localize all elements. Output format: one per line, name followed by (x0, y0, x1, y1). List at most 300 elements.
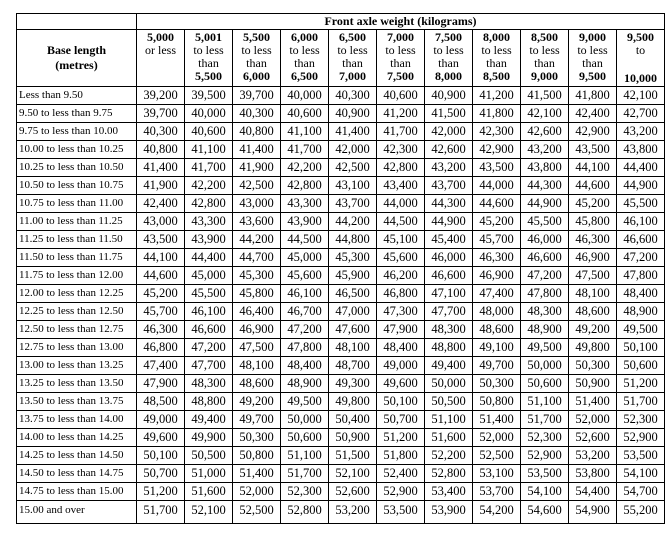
table-row (17, 357, 665, 375)
table-cell: 42,100 (617, 87, 665, 105)
table-cell: 42,000 (329, 141, 377, 159)
table-cell: 46,800 (137, 339, 185, 357)
table-cell: 44,300 (425, 195, 473, 213)
table-cell: 40,300 (233, 105, 281, 123)
table-cell: 51,400 (569, 393, 617, 411)
table-cell: 45,000 (185, 267, 233, 285)
table-cell: 44,500 (281, 231, 329, 249)
table-cell: 50,600 (281, 429, 329, 447)
table-row (17, 303, 665, 321)
table-cell: 49,600 (137, 429, 185, 447)
table-cell: 53,800 (569, 465, 617, 483)
table-cell: 44,600 (473, 195, 521, 213)
table-cell: 53,200 (329, 501, 377, 524)
table-cell: 47,800 (281, 339, 329, 357)
table-cell: 45,600 (377, 249, 425, 267)
table-cell: 41,400 (233, 141, 281, 159)
table-cell: 50,000 (281, 411, 329, 429)
table-cell: 45,300 (233, 267, 281, 285)
table-row (17, 177, 665, 195)
table-cell: 45,000 (281, 249, 329, 267)
column-header-line: 6,000 (291, 30, 318, 44)
table-row (17, 105, 665, 123)
row-label: 12.75 to less than 13.00 (17, 339, 137, 357)
table-cell: 50,900 (569, 375, 617, 393)
table-cell: 50,600 (521, 375, 569, 393)
table-cell: 48,600 (569, 303, 617, 321)
table-cell: 44,200 (329, 213, 377, 231)
column-header (473, 30, 521, 87)
column-header-line: 9,000 (579, 30, 606, 44)
table-cell: 47,300 (377, 303, 425, 321)
column-header-line: than (390, 56, 411, 70)
table-cell: 46,600 (425, 267, 473, 285)
table-cell: 50,300 (233, 429, 281, 447)
table-cell: 53,700 (473, 483, 521, 501)
row-label: 13.25 to less than 13.50 (17, 375, 137, 393)
table-cell: 52,000 (233, 483, 281, 501)
table-cell: 41,500 (425, 105, 473, 123)
column-header-line: 10,000 (624, 71, 657, 85)
table-cell: 51,200 (137, 483, 185, 501)
table-cell: 50,000 (425, 375, 473, 393)
table-cell: 47,600 (329, 321, 377, 339)
table-row (17, 501, 665, 524)
table-row (17, 213, 665, 231)
table-cell: 52,000 (569, 411, 617, 429)
table-cell: 47,200 (521, 267, 569, 285)
table-cell: 40,600 (281, 105, 329, 123)
table-cell: 54,200 (473, 501, 521, 524)
column-header-line: than (294, 56, 315, 70)
column-header (377, 30, 425, 87)
table-row (17, 483, 665, 501)
table-cell: 41,800 (569, 87, 617, 105)
table-cell: 41,900 (233, 159, 281, 177)
base-length-header-line-2: (metres) (55, 58, 98, 72)
table-row (17, 411, 665, 429)
table-cell: 44,000 (377, 195, 425, 213)
table-cell: 51,000 (185, 465, 233, 483)
table-cell: 47,200 (185, 339, 233, 357)
table-cell: 54,100 (521, 483, 569, 501)
table-cell: 48,300 (521, 303, 569, 321)
table-cell: 50,300 (473, 375, 521, 393)
table-cell: 44,600 (569, 177, 617, 195)
table-cell: 43,900 (185, 231, 233, 249)
table-cell: 40,300 (137, 123, 185, 141)
table-row (17, 339, 665, 357)
table-cell: 49,100 (473, 339, 521, 357)
table-cell: 40,900 (329, 105, 377, 123)
table-cell: 48,400 (281, 357, 329, 375)
table-cell: 42,800 (281, 177, 329, 195)
column-header-line: 9,500 (579, 69, 606, 83)
table-cell: 49,600 (377, 375, 425, 393)
column-header-line: than (486, 56, 507, 70)
column-header-line: than (342, 56, 363, 70)
table-cell: 43,000 (137, 213, 185, 231)
column-header-line: to less (433, 43, 464, 57)
column-header (569, 30, 617, 87)
table-cell: 54,600 (521, 501, 569, 524)
row-label: Less than 9.50 (17, 87, 137, 105)
column-header-line: to less (577, 43, 608, 57)
table-cell: 53,500 (521, 465, 569, 483)
table-cell: 54,400 (569, 483, 617, 501)
table-cell: 46,000 (425, 249, 473, 267)
table-cell: 50,800 (473, 393, 521, 411)
table-cell: 42,500 (329, 159, 377, 177)
table-cell: 48,100 (569, 285, 617, 303)
table-cell: 52,500 (473, 447, 521, 465)
table-cell: 49,200 (569, 321, 617, 339)
row-label: 10.25 to less than 10.50 (17, 159, 137, 177)
table-cell: 45,600 (281, 267, 329, 285)
column-header-line: or less (145, 43, 176, 57)
table-cell: 39,200 (137, 87, 185, 105)
table-cell: 48,000 (473, 303, 521, 321)
table-cell: 46,600 (185, 321, 233, 339)
table-cell: 39,700 (137, 105, 185, 123)
row-label: 13.00 to less than 13.25 (17, 357, 137, 375)
table-cell: 46,600 (617, 231, 665, 249)
table-cell: 42,900 (569, 123, 617, 141)
table-cell: 49,300 (329, 375, 377, 393)
row-label: 11.75 to less than 12.00 (17, 267, 137, 285)
table-cell: 41,700 (185, 159, 233, 177)
row-label: 11.50 to less than 11.75 (17, 249, 137, 267)
table-cell: 50,800 (233, 447, 281, 465)
table-cell: 44,500 (377, 213, 425, 231)
table-cell: 52,900 (377, 483, 425, 501)
row-label: 9.50 to less than 9.75 (17, 105, 137, 123)
table-cell: 49,700 (233, 411, 281, 429)
table-cell: 39,700 (233, 87, 281, 105)
table-row (17, 87, 665, 105)
table-row (17, 429, 665, 447)
table-cell: 48,400 (617, 285, 665, 303)
table-cell: 43,700 (425, 177, 473, 195)
table-cell: 51,200 (617, 375, 665, 393)
weight-table (16, 13, 665, 524)
column-header-line: than (582, 56, 603, 70)
table-cell: 43,200 (521, 141, 569, 159)
column-header-line: 5,500 (195, 69, 222, 83)
column-header-line: to less (529, 43, 560, 57)
table-cell: 45,900 (329, 267, 377, 285)
table-cell: 50,000 (521, 357, 569, 375)
column-header-line: 8,500 (483, 69, 510, 83)
table-cell: 41,900 (137, 177, 185, 195)
table-cell: 43,300 (281, 195, 329, 213)
table-cell: 44,000 (473, 177, 521, 195)
table-cell: 47,900 (137, 375, 185, 393)
table-cell: 50,500 (185, 447, 233, 465)
table-cell: 45,500 (185, 285, 233, 303)
table-cell: 50,100 (377, 393, 425, 411)
table-cell: 43,900 (281, 213, 329, 231)
table-cell: 47,500 (233, 339, 281, 357)
column-header-line: 7,000 (339, 69, 366, 83)
column-header-line (617, 57, 664, 70)
table-cell: 52,100 (329, 465, 377, 483)
table-cell: 43,400 (377, 177, 425, 195)
table-cell: 51,600 (425, 429, 473, 447)
table-cell: 48,300 (425, 321, 473, 339)
table-cell: 47,500 (569, 267, 617, 285)
table-cell: 43,600 (233, 213, 281, 231)
table-cell: 43,200 (425, 159, 473, 177)
table-cell: 50,100 (137, 447, 185, 465)
table-cell: 45,700 (137, 303, 185, 321)
table-cell: 45,300 (329, 249, 377, 267)
row-label: 12.00 to less than 12.25 (17, 285, 137, 303)
table-cell: 44,900 (425, 213, 473, 231)
table-cell: 43,000 (233, 195, 281, 213)
table-cell: 47,200 (617, 249, 665, 267)
table-cell: 48,900 (617, 303, 665, 321)
table-cell: 49,500 (617, 321, 665, 339)
table-cell: 51,500 (329, 447, 377, 465)
table-cell: 40,900 (425, 87, 473, 105)
table-cell: 45,200 (473, 213, 521, 231)
table-cell: 54,900 (569, 501, 617, 524)
table-row (17, 267, 665, 285)
table-cell: 49,000 (377, 357, 425, 375)
table-cell: 51,100 (425, 411, 473, 429)
table-row (17, 249, 665, 267)
row-label: 12.50 to less than 12.75 (17, 321, 137, 339)
column-header-line: 8,500 (531, 30, 558, 44)
table-cell: 44,400 (185, 249, 233, 267)
table-cell: 49,400 (185, 411, 233, 429)
table-cell: 48,600 (233, 375, 281, 393)
table-cell: 52,900 (617, 429, 665, 447)
row-label: 14.75 to less than 15.00 (17, 483, 137, 501)
row-label: 13.50 to less than 13.75 (17, 393, 137, 411)
table-cell: 42,800 (185, 195, 233, 213)
table-cell: 42,900 (473, 141, 521, 159)
table-cell: 43,800 (617, 141, 665, 159)
row-label: 13.75 to less than 14.00 (17, 411, 137, 429)
table-cell: 46,900 (569, 249, 617, 267)
table-cell: 49,000 (137, 411, 185, 429)
table-cell: 43,200 (617, 123, 665, 141)
column-header-line: 8,000 (483, 30, 510, 44)
table-cell: 47,800 (521, 285, 569, 303)
row-label: 14.50 to less than 14.75 (17, 465, 137, 483)
table-row (17, 321, 665, 339)
column-header-line: 9,000 (531, 69, 558, 83)
table-cell: 47,200 (281, 321, 329, 339)
table-cell: 54,100 (617, 465, 665, 483)
column-header (521, 30, 569, 87)
table-cell: 52,800 (281, 501, 329, 524)
table-cell: 53,400 (425, 483, 473, 501)
table-cell: 46,700 (281, 303, 329, 321)
table-cell: 46,900 (233, 321, 281, 339)
table-cell: 42,600 (425, 141, 473, 159)
column-header-line: to less (193, 43, 224, 57)
column-header (137, 30, 185, 87)
column-header-line: 6,000 (243, 69, 270, 83)
column-header-line: than (438, 56, 459, 70)
column-header (185, 30, 233, 87)
table-cell: 47,900 (377, 321, 425, 339)
table-cell: 46,300 (137, 321, 185, 339)
table-cell: 49,200 (233, 393, 281, 411)
table-cell: 42,100 (521, 105, 569, 123)
table-cell: 52,500 (233, 501, 281, 524)
table-cell: 44,900 (521, 195, 569, 213)
table-cell: 46,300 (569, 231, 617, 249)
table-cell: 42,400 (137, 195, 185, 213)
table-cell: 45,200 (569, 195, 617, 213)
table-cell: 47,400 (473, 285, 521, 303)
front-axle-weight-header: Front axle weight (kilograms) (137, 14, 665, 30)
table-cell: 51,100 (521, 393, 569, 411)
column-header-line: to less (337, 43, 368, 57)
table-cell: 50,100 (617, 339, 665, 357)
table-cell: 47,700 (425, 303, 473, 321)
table-cell: 46,600 (521, 249, 569, 267)
table-cell: 46,800 (377, 285, 425, 303)
table-cell: 42,000 (425, 123, 473, 141)
column-header-line: than (534, 56, 555, 70)
table-cell: 45,800 (569, 213, 617, 231)
table-cell: 45,500 (521, 213, 569, 231)
table-cell: 53,900 (425, 501, 473, 524)
table-cell: 51,200 (377, 429, 425, 447)
table-cell: 54,700 (617, 483, 665, 501)
table-row (17, 465, 665, 483)
column-header-line: 5,000 (147, 30, 174, 44)
column-header-line: 5,001 (195, 30, 222, 44)
table-cell: 42,300 (473, 123, 521, 141)
table-cell: 46,000 (521, 231, 569, 249)
column-header-line: than (246, 56, 267, 70)
table-cell: 43,500 (473, 159, 521, 177)
table-cell: 42,300 (377, 141, 425, 159)
column-header (425, 30, 473, 87)
row-label: 14.25 to less than 14.50 (17, 447, 137, 465)
table-cell: 50,600 (617, 357, 665, 375)
table-cell: 52,200 (425, 447, 473, 465)
table-cell: 52,600 (569, 429, 617, 447)
table-cell: 44,200 (233, 231, 281, 249)
table-cell: 42,200 (281, 159, 329, 177)
table-cell: 39,500 (185, 87, 233, 105)
row-label: 9.75 to less than 10.00 (17, 123, 137, 141)
table-cell: 42,600 (521, 123, 569, 141)
column-header-line: 7,500 (435, 30, 462, 44)
table-cell: 48,800 (185, 393, 233, 411)
column-header-line: 9,500 (627, 30, 654, 44)
table-cell: 51,700 (281, 465, 329, 483)
table-cell: 45,800 (233, 285, 281, 303)
base-length-header (17, 30, 137, 87)
table-row (17, 141, 665, 159)
table-cell: 40,000 (281, 87, 329, 105)
table-cell: 51,700 (521, 411, 569, 429)
column-header (617, 30, 665, 87)
table-cell: 40,000 (185, 105, 233, 123)
table-row (17, 285, 665, 303)
table-cell: 48,700 (329, 357, 377, 375)
table-cell: 41,100 (185, 141, 233, 159)
table-row (17, 393, 665, 411)
table-cell: 53,100 (473, 465, 521, 483)
table-cell: 41,700 (377, 123, 425, 141)
table-cell: 44,100 (569, 159, 617, 177)
table-cell: 51,800 (377, 447, 425, 465)
table-cell: 49,700 (473, 357, 521, 375)
table-cell: 49,400 (425, 357, 473, 375)
table-cell: 45,200 (137, 285, 185, 303)
table-cell: 51,600 (185, 483, 233, 501)
table-cell: 52,300 (617, 411, 665, 429)
column-header-line: 7,500 (387, 69, 414, 83)
table-cell: 44,300 (521, 177, 569, 195)
column-header-line: 6,500 (339, 30, 366, 44)
table-cell: 53,500 (617, 447, 665, 465)
table-cell: 48,900 (281, 375, 329, 393)
column-header-line: 7,000 (387, 30, 414, 44)
table-row (17, 123, 665, 141)
column-header (329, 30, 377, 87)
table-row (17, 159, 665, 177)
table-cell: 41,200 (473, 87, 521, 105)
column-header-line: to (635, 43, 646, 57)
table-cell: 41,700 (281, 141, 329, 159)
table-cell: 43,500 (569, 141, 617, 159)
table-cell: 42,200 (185, 177, 233, 195)
table-cell: 47,100 (425, 285, 473, 303)
table-cell: 47,400 (137, 357, 185, 375)
column-header (281, 30, 329, 87)
table-cell: 48,300 (185, 375, 233, 393)
table-cell: 50,400 (329, 411, 377, 429)
table-cell: 44,600 (137, 267, 185, 285)
table-cell: 46,100 (281, 285, 329, 303)
table-cell: 41,500 (521, 87, 569, 105)
table-cell: 42,700 (617, 105, 665, 123)
table-cell: 52,100 (185, 501, 233, 524)
column-header-line: to less (481, 43, 512, 57)
table-cell: 50,700 (377, 411, 425, 429)
table-cell: 50,900 (329, 429, 377, 447)
table-cell: 52,600 (329, 483, 377, 501)
table-row (17, 447, 665, 465)
table-cell: 50,700 (137, 465, 185, 483)
table-cell: 45,100 (377, 231, 425, 249)
table-cell: 47,800 (617, 267, 665, 285)
table-cell: 52,900 (521, 447, 569, 465)
table-cell: 46,200 (377, 267, 425, 285)
table-cell: 42,500 (233, 177, 281, 195)
table-cell: 51,700 (137, 501, 185, 524)
table-cell: 48,100 (329, 339, 377, 357)
table-cell: 48,400 (377, 339, 425, 357)
table-cell: 52,800 (425, 465, 473, 483)
column-header-line: to less (385, 43, 416, 57)
table-cell: 49,800 (569, 339, 617, 357)
table-cell: 51,400 (473, 411, 521, 429)
table-cell: 48,600 (473, 321, 521, 339)
table-cell: 43,700 (329, 195, 377, 213)
table-cell: 45,400 (425, 231, 473, 249)
